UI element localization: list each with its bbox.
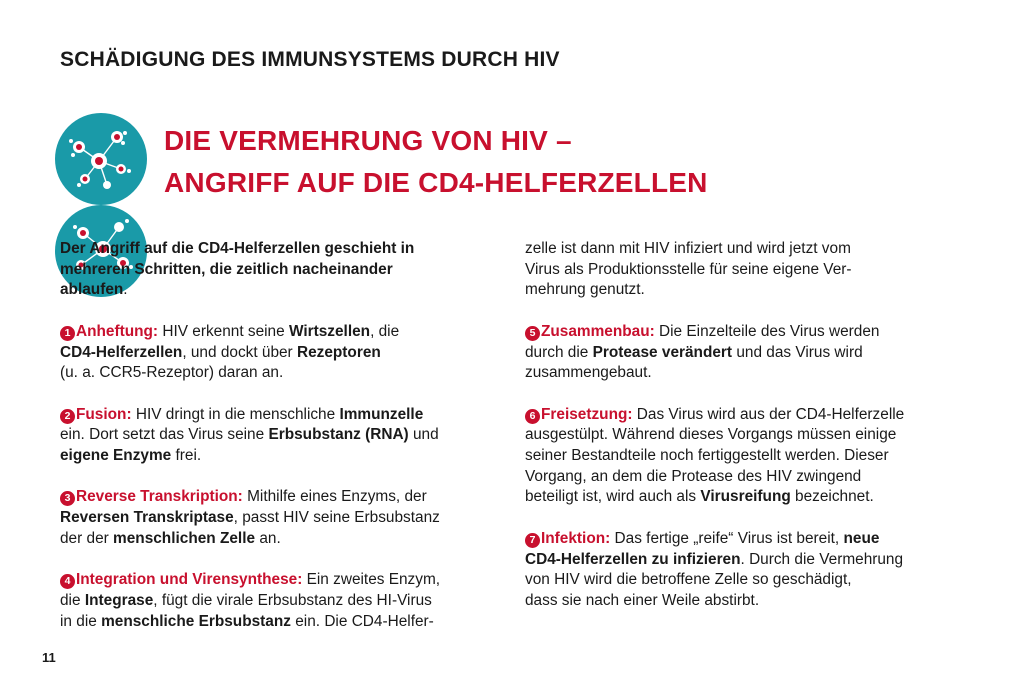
section-title-line-1: DIE VERMEHRUNG VON HIV – xyxy=(164,125,572,156)
section-title xyxy=(164,120,708,204)
step-heading: Fusion: xyxy=(76,405,132,423)
step-2-fusion: 2 Fusion: HIV dringt in die menschliche Immunzelle ein. Dort setzt das Virus seine Erbsubstanz (RNA) und eigene Enzyme frei. xyxy=(60,405,439,464)
step-heading: Infektion: xyxy=(541,529,611,547)
step-1-anheftung: 1 Anheftung: HIV erkennt seine Wirtszellen, die CD4-Helferzellen, und dockt über Rezeptoren (u. a. CCR5-Rezeptor) daran an. xyxy=(60,322,400,382)
step-number-badge: 6 xyxy=(525,409,540,424)
step-number-badge: 5 xyxy=(525,326,540,341)
step-6-freisetzung: 6 Freisetzung: Das Virus wird aus der CD4-Helferzelle ausgestülpt. Während dieses Vorgangs müssen einige seiner Bestandteile noch fertiggestellt werden. Dieser Vorgang, an dem die Protease des HIV zwingend beteiligt ist, wird auch als Virusreifung bezeichnet. xyxy=(525,405,905,506)
step-number-badge: 4 xyxy=(60,574,75,589)
step-number-badge: 2 xyxy=(60,409,75,424)
step-7-infektion: 7 Infektion: Das fertige „reife“ Virus ist bereit, neue CD4-Helferzellen zu infizieren. Durch die Vermehrung von HIV wird die betroffene Zelle so geschädigt, dass sie nach einer Weile abstirbt. xyxy=(525,529,904,609)
step-heading: Anheftung: xyxy=(76,322,159,340)
left-column xyxy=(60,239,492,653)
step-number-badge: 7 xyxy=(525,533,540,548)
step-heading: Integration und Virensynthese: xyxy=(76,571,303,589)
step-number-badge: 1 xyxy=(60,326,75,341)
step-4-continuation: zelle ist dann mit HIV infiziert und wird jetzt vom Virus als Produktionsstelle für seine eigene Ver- mehrung genutzt. xyxy=(525,240,852,299)
page-header-title: SCHÄDIGUNG DES IMMUNSYSTEMS DURCH HIV xyxy=(60,48,560,71)
step-3-reverse-transkription: 3 Reverse Transkription: Mithilfe eines Enzyms, der Reversen Transkriptase, passt HIV seine Erbsubstanz der der menschlichen Zelle an. xyxy=(60,488,440,547)
page-number: 11 xyxy=(42,650,56,665)
step-4-integration: 4 Integration und Virensynthese: Ein zweites Enzym, die Integrase, fügt die virale Erbsubstanz des HI-Virus in die menschliche Erbsubstanz ein. Die CD4-Helfer- xyxy=(60,571,441,630)
step-5-zusammenbau: 5 Zusammenbau: Die Einzelteile des Virus werden durch die Protease verändert und das Virus wird zusammengebaut. xyxy=(525,322,880,382)
step-heading: Zusammenbau: xyxy=(541,322,655,340)
section-title-line-2: ANGRIFF AUF DIE CD4-HELFERZELLEN xyxy=(164,167,708,198)
intro-paragraph: Der Angriff auf die CD4-Helferzellen geschieht in mehreren Schritten, die zeitlich nacheinander ablaufen. xyxy=(60,240,415,299)
step-heading: Freisetzung: xyxy=(541,405,633,423)
virus-cluster-icon xyxy=(55,113,147,205)
step-heading: Reverse Transkription: xyxy=(76,488,243,506)
right-column xyxy=(525,239,965,632)
step-number-badge: 3 xyxy=(60,491,75,506)
